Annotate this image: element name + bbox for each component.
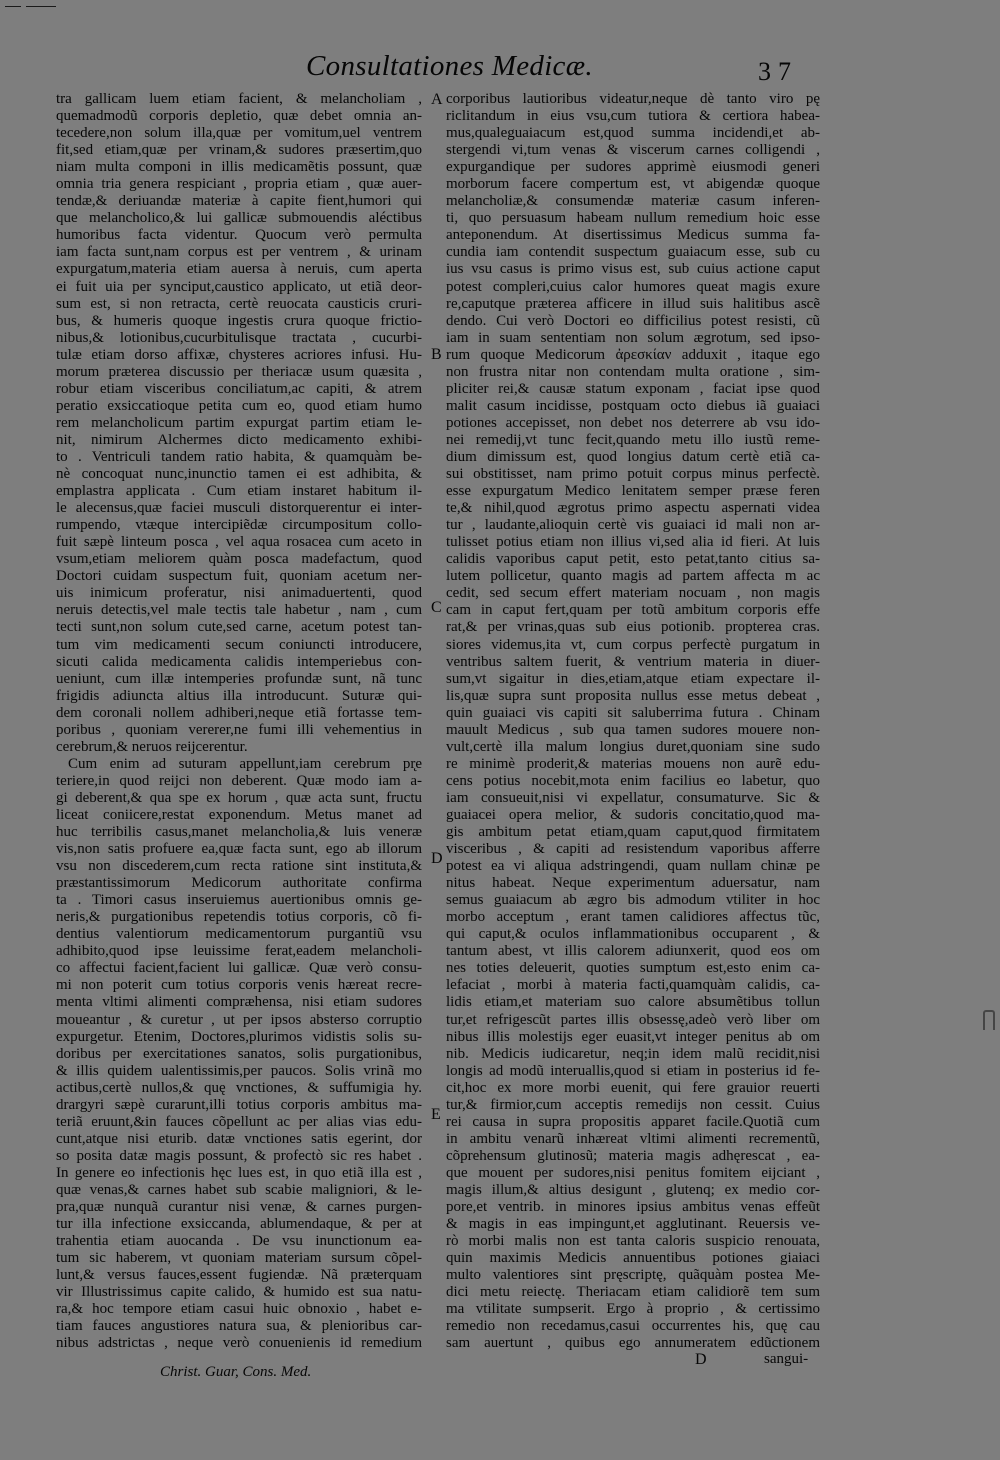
right-column-line: visceribus , & capiti ad resistendum vaporibus afferre [446, 841, 820, 858]
left-column-line: vsum,etiam meliorem quàm posca madefactum, quod [56, 551, 422, 568]
right-column-line: anteponendum. At disertissimus Medicus summa fa- [446, 227, 820, 244]
right-column-line: dium dimissum est, quod longius datum certè etiã ca- [446, 448, 820, 465]
left-column-line: emplastra applicata . Cum etiam instaret habitum il- [56, 483, 422, 500]
left-column-line: tulæ etiam dorso affixæ, chysteres acriores infusi. Hu- [56, 346, 422, 363]
right-column-line: quin maximis Medicis annuentibus potiones giaiaci [446, 1250, 820, 1267]
left-column-line: iam facta sunt,nam corpus est per ventrem , & urinam [56, 244, 422, 261]
right-column-line: cedit, sed secum effert materiam nocuam , non magis [446, 585, 820, 602]
right-column-line: cens potius nocebit,mota enim facilius eo labetur, quo [446, 772, 820, 789]
right-column-line: ius vsu casus is primo visus est, sub cuius actione caput [446, 261, 820, 278]
left-column-line: tiam fauces angustiores natura sua, & plenioribus car- [56, 1318, 422, 1335]
right-column-line: tur , laudante,alioquin certè vis guaiaci id mali non ar- [446, 517, 820, 534]
left-column-line: teriere,in quod reijci non deberent. Quæ modo iam a- [56, 772, 422, 789]
right-column-line: que mouent per sudores,nisi penitus fomitem eijciant , [446, 1164, 820, 1181]
right-column-line: remedio non recedamus,casui occurrentes his, quę cau [446, 1318, 820, 1335]
right-column-line: nibus illis molestijs eger euasit,vt integer penitus ab om [446, 1028, 820, 1045]
right-column-line: sum,vt sigaitur in dies,etiam,atque etiam expectare il- [446, 670, 820, 687]
margin-letter-b: B [431, 346, 442, 363]
left-column-line: morum præterea discussio per theriacæ usum quæsita , [56, 363, 422, 380]
right-column-line: rò morbi malis non est tanta caloris suspicio renouata, [446, 1233, 820, 1250]
left-column-line: co affectui facient,facient lui gallicæ. Quæ verò consu- [56, 960, 422, 977]
left-column-line: bus, & humeris quoque ingestis crura quoque frictio- [56, 312, 422, 329]
left-column-line: Cum enim ad suturam appellunt,iam cerebrum pr̨e [68, 755, 422, 772]
left-column-line: le alecensus,quæ faciei musculi distorquerentur ei inter- [56, 500, 422, 517]
left-column-line: frigidis adiuncta altius illa introducunt. Suturæ qui- [56, 687, 422, 704]
left-column-line: dem coronali nollem adhiberi,neque etiã fortasse tem- [56, 704, 422, 721]
running-foot: Christ. Guar, Cons. Med. [160, 1364, 312, 1380]
right-column-line: qui caput,& oculos inflammationibus occuparent , & [446, 926, 820, 943]
left-column-line: ra,& hoc tempore etiam casui huic obnoxio , habet e- [56, 1301, 422, 1318]
right-column-line: sui obstitisset, nam primo potuit corpus minus perfectè. [446, 466, 820, 483]
right-column-line: mus,qualeguaiacum est,quod summa incidendi,et ab- [446, 125, 820, 142]
running-head-title: Consultationes Medicæ. [306, 50, 593, 82]
edge-mark [983, 1010, 995, 1030]
left-column-line: rumpendo, vtæque intercipiẽdæ circumpositum collo- [56, 517, 422, 534]
left-column-line: robur etiam visceribus conciliatum,ac capiti, & atrem [56, 380, 422, 397]
left-column-line: vis,non satis profuere ea,quæ facta sunt, ego ab illorum [56, 841, 422, 858]
right-column-line: rei causa in supra propositis apparet facile.Quotiã cum [446, 1113, 820, 1130]
left-column-line: teriã eruunt,&in fauces cõpellunt ac per alias vias edu- [56, 1113, 422, 1130]
right-column-line: dendo. Cui verò Doctori eo difficilius potest resisti, cũ [446, 312, 820, 329]
left-column-line: fit,sed etiam,quæ per vrinam,& sudores præsertim,quo [56, 142, 422, 159]
left-column-line: so posita datæ magis possunt, & profectò sic res habet . [56, 1147, 422, 1164]
left-column-line: tur illa infectione exsiccanda, ablumendaque, & per at [56, 1216, 422, 1233]
right-column-line: esse expurgatum Medico lenitatem semper præse feren [446, 483, 820, 500]
top-rule [5, 6, 21, 7]
left-column-line: ei fuit uia per synciput,caustico applicato, ut etiã deor- [56, 278, 422, 295]
left-column-line: expurgetur. Etenim, Doctores,plurimos vidistis solis su- [56, 1028, 422, 1045]
left-column-line: pra,quæ nunquã curantur nisi venæ, & carnes purgen- [56, 1199, 422, 1216]
right-column-line: potiones accepisset, non debet nos deterrere ab vsu ido- [446, 414, 820, 431]
right-column-line: calidis vaporibus caput petit, esto petat,tanto citius sa- [446, 551, 820, 568]
right-column-line: tantum abest, vt illis calorem adiunxerit, quod eos om [446, 943, 820, 960]
left-column-line: adhibito,quod ipse leuissime ferat,eadem melancholi- [56, 943, 422, 960]
left-column-line: rem melancholicum partim expurgat partim etiam le- [56, 414, 422, 431]
right-column-line: lis,quæ supra sunt proposita nullus esse metus debeat , [446, 687, 820, 704]
left-column-line: tecti sunt,non solum cute,sed carne, acetum potest tan- [56, 619, 422, 636]
right-column-line: malit casum incidisse, postquam octo diebus iã guaiaci [446, 397, 820, 414]
left-column-line: trahentia etiam auocanda . De vsu inunctionum ea- [56, 1233, 422, 1250]
right-column-line: semus guaiacum ab ægro bis admodum vtiliter in hoc [446, 892, 820, 909]
left-column-line: præstantissimorum Medicorum authoritate confirma [56, 875, 422, 892]
right-column-line: iam in suam sententiam non solum ægrotum, sed ipso- [446, 329, 820, 346]
left-column-line: omnia tria genera respiciant , propria etiam , quæ auer- [56, 176, 422, 193]
left-text-column [56, 91, 422, 1352]
left-column-line: nibus adstrictas , neque verò conuenienis id remedium [56, 1335, 422, 1352]
right-column-line: magis illum,& altius desigunt , glutenq; ex medio cor- [446, 1182, 820, 1198]
left-column-line: humoribus facta videntur. Quocum verò permulta [56, 227, 422, 244]
right-column-line: mauult Medicus , sub qua tamen sudores mouere non- [446, 721, 820, 738]
left-column-line: menta vltimi alimenti compræhensa, nisi etiam sudores [56, 994, 422, 1011]
left-column-line: liceat coniicere,restat exponendum. Metus manet ad [56, 806, 422, 823]
right-column-line: nes toties deleuerit, quoties sumptum est,esto enim ca- [446, 960, 820, 977]
right-column-line: ma vtilitate sumpserit. Ergo à proprio , & certissimo [446, 1301, 820, 1318]
margin-letter-d: D [431, 850, 443, 867]
left-column-line: sicuti calida medicamenta calidis intemperiebus con- [56, 653, 422, 670]
right-column-line: longis ad modũ interuallis,quod si etiam in posterius id fe- [446, 1062, 820, 1079]
left-column-line: tum sic haberem, vt quoniam materiam sursum cõpel- [56, 1250, 422, 1267]
left-column-line: ta . Timori casus inseruiemus auertionibus omnis ge- [56, 892, 422, 909]
right-column-line: cundia iam contendit suspectum guaiacum esse, sub cu [446, 244, 820, 261]
left-column-line: tendæ,& deriuandæ materiæ à capite fient,humori qui [56, 193, 422, 210]
right-column-line: & magis in eas impingunt,et agglutinant. Reuersis ve- [446, 1216, 820, 1233]
right-column-line: rum quoque Medicorum ἀρεσκίαν adduxit , itaque ego [446, 346, 820, 363]
right-column-line: iam consueuit,nisi vi expellatur, consumaturve. Sic & [446, 789, 820, 806]
left-column-line: vsu non discederem,cum recta ratione sint instituta,& [56, 858, 422, 875]
right-column-line: stergendi vi,tum venas & viscerum carnes colligendi , [446, 142, 820, 159]
right-column-line: nitus habeat. Neque experimentum aduersatur, nam [446, 875, 820, 892]
left-column-line: poribus , quoniam vererer,ne fumi illi vehementius in [56, 721, 422, 738]
right-column-line: nib. Medicis iudicaretur, neq;in idem malũ recidit,nisi [446, 1045, 820, 1062]
right-column-line: siores videmus,ita vt, cum corpus perfectè purgatum in [446, 636, 820, 653]
left-column-line: expurgatum,materia etiam auersa à neruis, cum aperta [56, 261, 422, 278]
left-column-line: nè concoquat nunc,inunctio tamen ei est adhibita, & [56, 466, 422, 483]
right-column-line: pore,et ventrib. in minores ipsius ambitus venas effeũt [446, 1199, 820, 1216]
left-column-line: tra gallicam luem etiam facient, & melancholiam , [56, 91, 422, 107]
right-column-line: morborum facere compertum est, vt abigendæ quoque [446, 176, 820, 193]
right-column-line: potest compleri,cuius calor humores queat magis exure [446, 278, 820, 295]
left-column-line: cerebrum,& neruos reijcerentur. [56, 738, 248, 755]
top-rule [26, 6, 56, 7]
left-column-line: lunt,& versus fauces,essent fugiendæ. Nã præterquam [56, 1267, 422, 1284]
left-column-line: Doctori cuidam suspectum fuit, quoniam acetum ner- [56, 568, 422, 585]
left-column-line: to . Ventriculi tandem ratio habita, & quamquàm be- [56, 448, 422, 465]
left-column-line: huc terribilis casus,manet melancholia,& luis veneræ [56, 824, 422, 841]
left-column-line: que melancholico,& lui gallicæ submouendis aléctibus [56, 210, 422, 227]
left-column-line: dentius valentiorum medicamentorum purgantiũ vsu [56, 926, 422, 943]
right-column-line: rat,& per vrinas,quas sub eius potionib. propterea cras. [446, 619, 820, 636]
right-column-line: gis ambitum petat etiam,quam caput,quod firmitatem [446, 824, 820, 841]
left-column-line: mi non poterit cum totius corporis venis hæreat recre- [56, 977, 422, 994]
left-column-line: actibus,certè nullos,& quę vnctiones, & suffumigia hy. [56, 1079, 422, 1096]
left-column-line: nit, nimirum Alchermes dicto medicamento exhibi- [56, 431, 422, 448]
left-column-line: quemadmodũ corporis depletio, quæ debet omnia an- [56, 108, 422, 125]
right-column-line: multo valentiores sint pręscriptę, quãquàm postea Me- [446, 1267, 820, 1284]
right-column-line: non frustra nitar non contendam multa oratione , sim- [446, 363, 820, 380]
left-column-line: tum vim medicamenti secum coniuncti introducere, [56, 636, 422, 653]
left-column-line: niam multa componi in illis medicamẽtis possunt, quæ [56, 159, 422, 176]
left-column-line: drargyri sæpè curarunt,illi totius corporis ambitus ma- [56, 1096, 422, 1113]
right-column-line: cam in caput fert,quam per totũ ambitum corporis effe [446, 602, 820, 619]
left-column-line: doribus per exercitationes sanatos, solis purgationibus, [56, 1045, 422, 1062]
left-column-line: uis inimicum proferatur, nisi animaduertenti, quod [56, 585, 422, 602]
right-column-line: tur,et refrigescũt partes illis obsessę,adeò verò liber om [446, 1011, 820, 1028]
right-column-line: te,& nihil,quod ægrotus primo aspectu aspernati videa [446, 500, 820, 517]
left-column-line: cunt,atque nisi eturib. datæ vnctiones satis egerint, dor [56, 1130, 422, 1147]
right-column-line: in ambitu venarũ inhæreat vltimi alimenti recrementũ, [446, 1130, 820, 1147]
right-column-line: tur,& firmior,cum acceptis remedijs non cessit. Cuius [446, 1096, 820, 1113]
left-column-line: sum est, si non retracta, certè reuocata causticis cruri- [56, 295, 422, 312]
right-column-line: tulisset potius etiam non illius vi,sed alia id fieri. At luis [446, 534, 820, 551]
catchword: sangui- [764, 1351, 809, 1367]
left-column-line: neris,& purgationibus repetendis totius corporis, cõ fi- [56, 909, 422, 926]
right-column-line: lutem pollicetur, quanto magis ad partem affecta m ac [446, 568, 820, 585]
margin-letter-e: E [431, 1106, 441, 1123]
right-column-line: vult,certè illa malum longius duret,quoniam sine sudo [446, 738, 820, 755]
right-column-line: morbo acceptum , erant tamen calidiores affectus tũc, [446, 909, 820, 926]
right-column-line: quin guaiaci vis capiti sit saluberrima futura . Chinam [446, 704, 820, 721]
right-column-line: pliciter rei,& causæ statum exponam , faciat ipse quod [446, 380, 820, 397]
left-column-line: gi deberent,& qua spe ex horum , quæ acta sunt, fructu [56, 789, 422, 806]
right-column-line: ti, quo persuasum habeam nullum remedium hoic esse [446, 210, 820, 227]
right-column-line: cõprehensum glutinosũ; materia magis adhęrescat , ea- [446, 1147, 820, 1164]
left-column-line: tecedere,non solum illa,quæ per vomitum,uel ventrem [56, 125, 422, 142]
left-column-line: moueantur , & curetur , ut per ipsos absterso corruptio [56, 1011, 422, 1028]
right-column-line: melancholiæ,& consumendæ materiæ casum inferen- [446, 193, 820, 210]
left-column-line: neruis detectis,vel male tectis tale habetur , nam , cum [56, 602, 422, 619]
margin-letter-c: C [431, 599, 442, 616]
left-column-line: & illis quidem ualentissimis,per paucos. Solis vrinã mo [56, 1062, 422, 1079]
right-column-line: cit,hoc ex more morbi euenit, qui fere grauior reuerti [446, 1079, 820, 1096]
right-column-line: dici metu reiectę. Theriacam etiam calidiorẽ tem sum [446, 1284, 820, 1301]
left-column-line: quæ venas,& carnes habet sub scabie maligniori, & le- [56, 1182, 422, 1198]
signature-mark: D [695, 1351, 707, 1368]
right-column-line: re minimè proderit,& materias mouens non aurẽ edu- [446, 755, 820, 772]
left-column-line: peratio exsiccatioque petita cum eo, quod etiam humo [56, 397, 422, 414]
left-column-line: In genere eo infectionis hęc lues est, in quo etiã illa est , [56, 1164, 422, 1181]
right-column-line: sam auertunt , quibus ego annumeratem edũctionem [446, 1335, 820, 1352]
right-column-line: nei remedij,vt tunc fecit,quando metu illo iustũ reme- [446, 431, 820, 448]
right-column-line: potest ea vi aliqua adstringendi, quam nullam chinæ pe [446, 858, 820, 875]
right-column-line: guaiacei opera melior, & sudoris concitatio,quod ma- [446, 806, 820, 823]
right-column-line: corporibus lautioribus videatur,neque dè tanto viro pę [446, 91, 820, 107]
left-column-line: fuit sæpè linteum posca , vel aqua rosacea cum aceto in [56, 534, 422, 551]
right-text-column [446, 91, 820, 1352]
left-column-line: ueniunt, cum illæ intemperies profundæ sunt, nã tunc [56, 670, 422, 687]
right-column-line: ventribus saltem fuerit, & ventrium materia in diuer- [446, 653, 820, 670]
right-column-line: lidis etiam,et materiam suo calore absumẽtibus tollun [446, 994, 820, 1011]
page-number: 37 [758, 57, 798, 86]
right-column-line: re,caputque præterea afficere in illud suis halitibus ascẽ [446, 295, 820, 312]
right-column-line: expurgandique per sudores apprimè eiusmodi generi [446, 159, 820, 176]
left-column-line: nibus,& lotionibus,cucurbitulisque tractata , cucurbi- [56, 329, 422, 346]
margin-letter-a: A [431, 91, 443, 108]
left-column-line: vir Illustrissimus capite calido, & humido est sua natu- [56, 1284, 422, 1301]
right-column-line: riclitandum in eius vsu,cum tutiora & certiora habea- [446, 108, 820, 125]
right-column-line: lefaciat , morbi à materia facti,quamquàm calidis, ca- [446, 977, 820, 994]
